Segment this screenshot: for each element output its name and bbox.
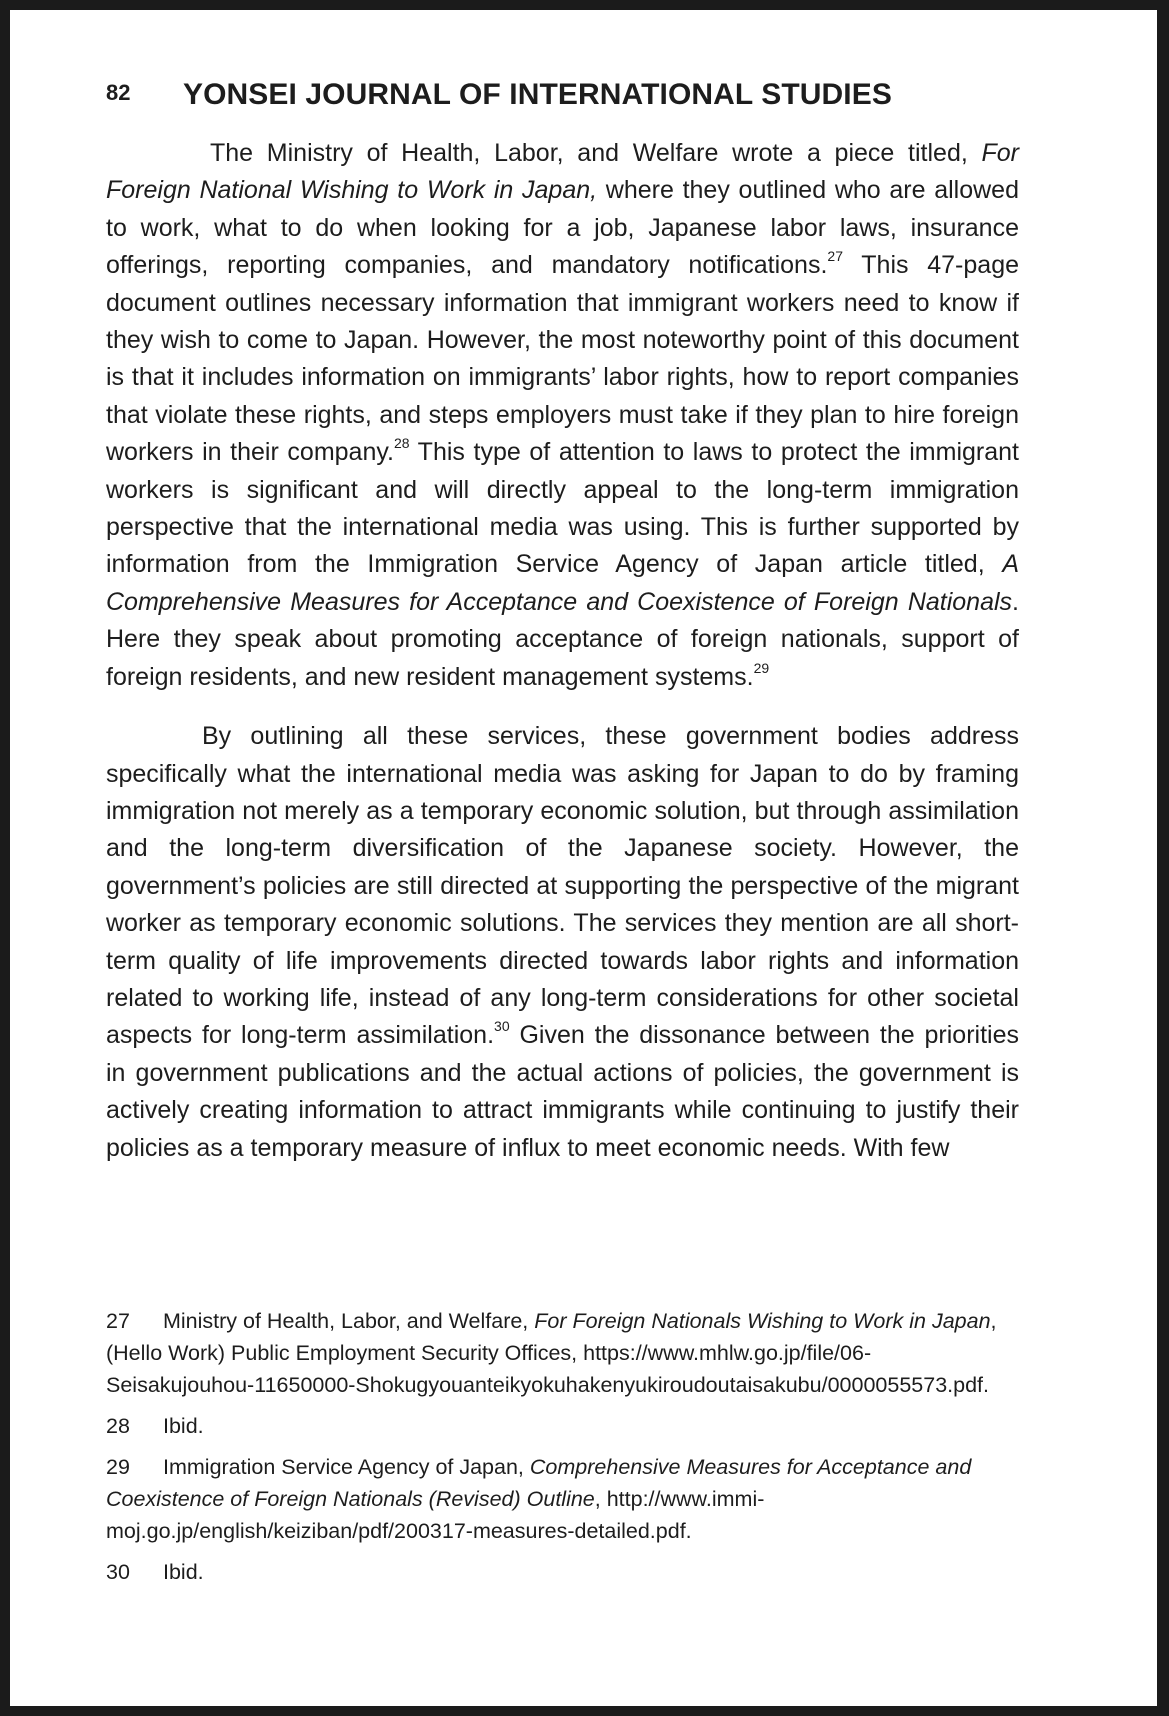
footnote-ref-27: 27	[827, 248, 843, 265]
journal-title: YONSEI JOURNAL OF INTERNATIONAL STUDIES	[183, 78, 892, 111]
footnote-ref-28: 28	[393, 435, 410, 452]
footnote-ref-30: 30	[494, 1018, 510, 1035]
paragraph-2-text: By outlining all these services, these government bodies address specifically what the international media was asking for Japan to do by framing immigration not merely as a temporary economic solution, but through assimilation and the long-term diversification of the Japanese society. However, the government’s policies are still directed at supporting the perspective of the migrant worker as temporary economic solutions. The services they mention are all short-term quality of life improvements directed towards labor rights and information related to working life, instead of any long-term considerations for other societal aspects for long-term assimilation.	[106, 722, 1019, 1050]
footnote-text: Immigration Service Agency of Japan,	[163, 1455, 530, 1479]
paragraph-1-text: This 47-page document outlines necessary information that immigrant workers need to know if they wish to come to Japan. However, the most noteworthy point of this document is that it includes information on immigrants’ labor rights, how to report companies that violate these rights, and steps employers must take if they plan to hire foreign workers in their company.	[106, 251, 1019, 467]
cited-title: For Foreign National Wishing to Work in Japan,	[106, 139, 1019, 205]
page-number: 82	[106, 80, 131, 105]
footnote-text: Ibid.	[163, 1414, 204, 1438]
footnote-number: 29	[106, 1455, 130, 1479]
paragraph-1-text: This type of attention to laws to protect the immigrant workers is significant and will directly appeal to the long-term immigration perspective that the international media was using. This is further supported by information from the Immigration Service Agency of Japan article titled,	[106, 438, 1019, 579]
footnote-text: Ministry of Health, Labor, and Welfare,	[163, 1309, 535, 1333]
running-header	[106, 78, 1066, 118]
footnote-ref-29: 29	[753, 659, 770, 676]
footnote-30	[106, 1556, 1006, 1588]
footnote-cited-title: Comprehensive Measures for Acceptance and Coexistence of Foreign Nationals (Revised) Outline	[106, 1455, 972, 1511]
footnote-cited-title: For Foreign Nationals Wishing to Work in Japan	[534, 1309, 991, 1333]
paragraph-1	[106, 135, 1019, 696]
document-page	[10, 10, 1157, 1706]
footnote-url-text: , (Hello Work) Public Employment Security Offices, https://www.mhlw.go.jp/file/06-Seisakujouhou-11650000-Shokugyouanteikyokuhakenyukiroudoutaisakubu/0000055573.pdf.	[106, 1309, 997, 1397]
cited-title: A Comprehensive Measures for Acceptance and Coexistence of Foreign Nationals	[106, 550, 1019, 616]
footnote-number: 28	[106, 1414, 130, 1438]
paragraph-1-text: The Ministry of Health, Labor, and Welfare wrote a piece titled,	[210, 139, 982, 167]
footnote-number: 30	[106, 1560, 130, 1584]
footnote-url-text: , http://www.immi-moj.go.jp/english/keiziban/pdf/200317-measures-detailed.pdf.	[106, 1487, 765, 1543]
footnotes	[106, 1305, 1006, 1597]
footnote-29	[106, 1451, 1006, 1547]
footnote-27	[106, 1305, 1006, 1401]
footnote-text: Ibid.	[163, 1560, 204, 1584]
paragraph-1-text: where they outlined who are allowed to work, what to do when looking for a job, Japanese labor laws, insurance offerings, reporting companies, and mandatory notifications.	[106, 176, 1019, 280]
footnote-number: 27	[106, 1309, 130, 1333]
footnote-28	[106, 1410, 1006, 1442]
paragraph-2-text: Given the dissonance between the priorities in government publications and the actual actions of policies, the government is actively creating information to attract immigrants while continuing to justify their policies as a temporary measure of influx to meet economic needs. With few	[106, 1021, 1019, 1162]
body-text	[106, 135, 1019, 1167]
paragraph-1-text: . Here they speak about promoting acceptance of foreign nationals, support of foreign residents, and new resident management systems.	[106, 587, 1019, 691]
paragraph-2	[106, 718, 1019, 1167]
